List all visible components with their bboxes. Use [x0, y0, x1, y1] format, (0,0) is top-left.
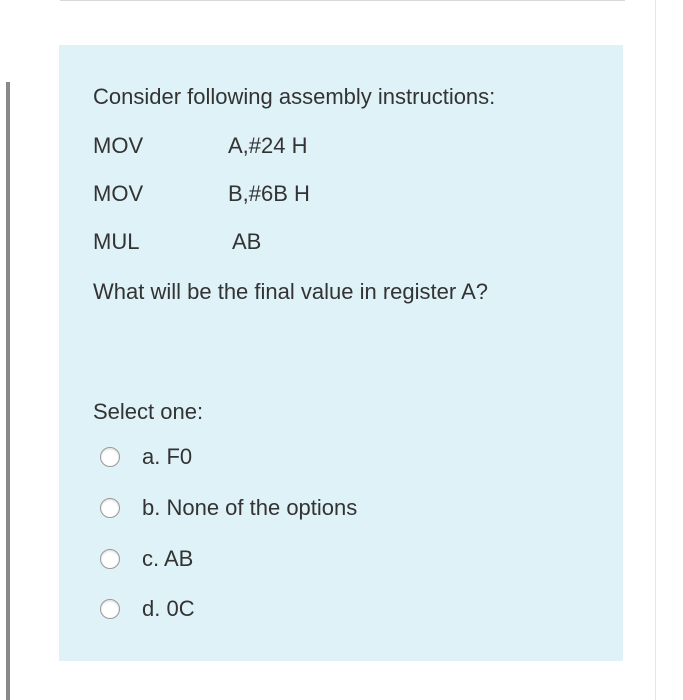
- option-d-label[interactable]: d. 0C: [142, 596, 195, 621]
- instruction-op-3: MUL: [93, 229, 140, 254]
- option-c-label[interactable]: c. AB: [142, 546, 194, 571]
- instruction-arg-1: A,#24 H: [228, 133, 308, 158]
- option-b[interactable]: [100, 494, 357, 522]
- right-divider: [655, 0, 656, 700]
- instruction-op-2: MOV: [93, 181, 144, 206]
- instruction-op-1: MOV: [93, 133, 144, 158]
- option-c[interactable]: [100, 545, 193, 573]
- instruction-arg-2: B,#6B H: [228, 181, 310, 206]
- left-scroll-indicator: [6, 82, 10, 700]
- radio-button-icon[interactable]: [100, 498, 120, 518]
- radio-button-icon[interactable]: [100, 447, 120, 467]
- question-ask: What will be the final value in register A?: [93, 279, 488, 304]
- radio-button-icon[interactable]: [100, 549, 120, 569]
- instruction-arg-3: AB: [232, 229, 262, 254]
- radio-button-icon[interactable]: [100, 599, 120, 619]
- select-one-label: Select one:: [93, 399, 204, 424]
- top-divider: [60, 0, 625, 1]
- option-d[interactable]: [100, 595, 195, 623]
- option-b-label[interactable]: b. None of the options: [142, 495, 358, 520]
- option-a-label[interactable]: a. F0: [142, 444, 193, 469]
- option-a[interactable]: [100, 443, 192, 471]
- question-prompt: Consider following assembly instructions:: [93, 84, 496, 109]
